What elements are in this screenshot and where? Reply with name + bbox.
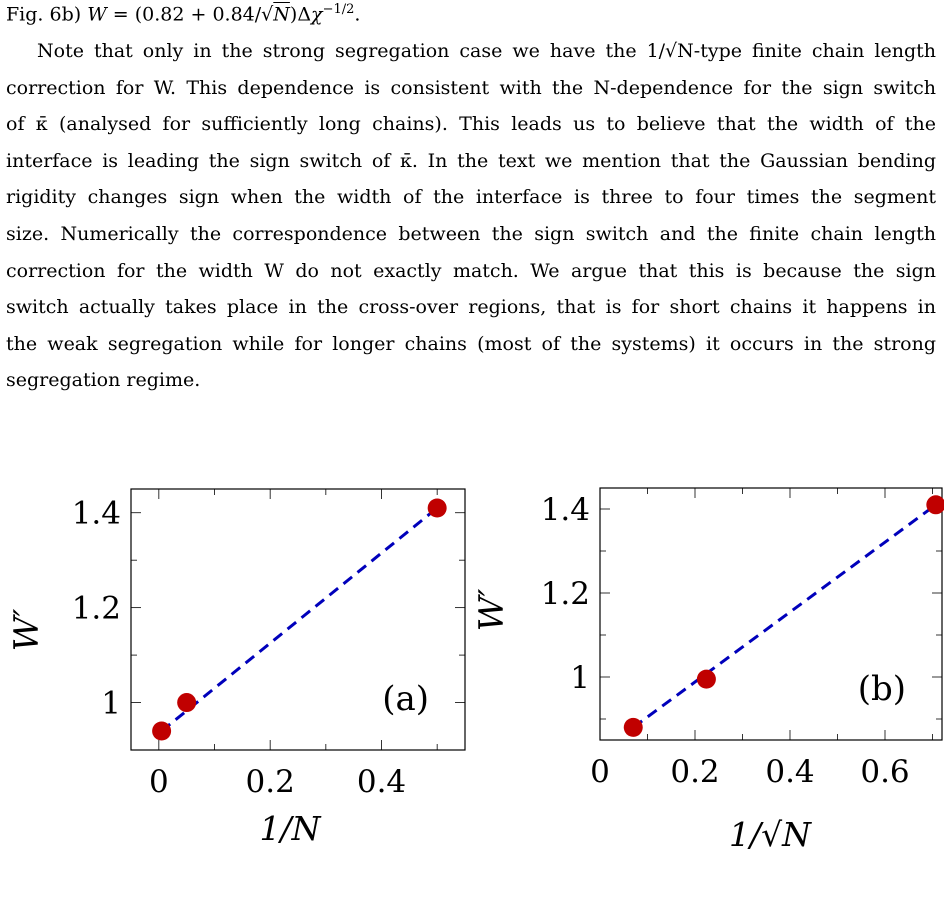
paragraph-line: rigidity changes sign when the width of the interface is three to four times the segment (6, 186, 936, 209)
figure-svg (0, 470, 944, 906)
x-tick-label: 0.2 (245, 764, 295, 800)
figure (0, 470, 944, 906)
x-tick-label: 0 (590, 754, 610, 790)
y-tick-label: 1.4 (540, 492, 590, 528)
y-axis-label: W′ (7, 608, 47, 652)
paragraph-line: Note that only in the strong segregation case we have the 1/√N-type finite chain length (37, 40, 936, 62)
paragraph-line: correction for the width W do not exactly match. We argue that this is because the sign (6, 259, 936, 282)
data-point (428, 498, 447, 517)
data-point (624, 718, 643, 737)
data-point (177, 693, 196, 712)
paragraph-line: of κ̄ (analysed for sufficiently long chains). This leads us to believe that the width of the (6, 113, 936, 136)
panel-label: (a) (382, 679, 429, 719)
y-axis-label: W′ (472, 588, 512, 632)
paragraph-line: switch actually takes place in the cross-over regions, that is for short chains it happens in (6, 296, 936, 319)
paragraph-line: the weak segregation while for longer chains (most of the systems) it occurs in the strong (6, 332, 936, 355)
paragraph-line: interface is leading the sign switch of κ̄. In the text we mention that the Gaussian bending (6, 149, 936, 172)
paragraph-line: segregation regime. (6, 369, 201, 392)
paragraph (6, 33, 936, 399)
equation-line: Fig. 6b) $W = (0.82 + 0.84/√N)\Delta\chi^{-1/2}$. (6, 2, 361, 26)
y-tick-label: 1 (101, 685, 121, 722)
x-tick-label: 0 (148, 764, 169, 800)
x-tick-label: 0.4 (356, 764, 407, 800)
x-axis-label: 1/N (259, 809, 321, 848)
y-tick-label: 1.2 (71, 590, 121, 627)
panel-label: (b) (857, 669, 906, 709)
y-tick-label: 1.2 (540, 576, 590, 612)
y-tick-label: 1.4 (71, 495, 121, 532)
y-tick-label: 1 (570, 660, 590, 696)
paragraph-line: correction for W. This dependence is consistent with the N-dependence for the sign switch (6, 76, 936, 99)
x-axis-label: 1/√N (728, 815, 812, 854)
x-tick-label: 0.6 (860, 754, 910, 790)
x-tick-label: 0.4 (765, 754, 815, 790)
fig-ref: Fig. 6b) (6, 3, 82, 26)
data-point (697, 670, 716, 689)
paragraph-line: size. Numerically the correspondence between the sign switch and the finite chain length (6, 222, 936, 245)
data-point (152, 722, 171, 741)
x-tick-label: 0.2 (670, 754, 720, 790)
